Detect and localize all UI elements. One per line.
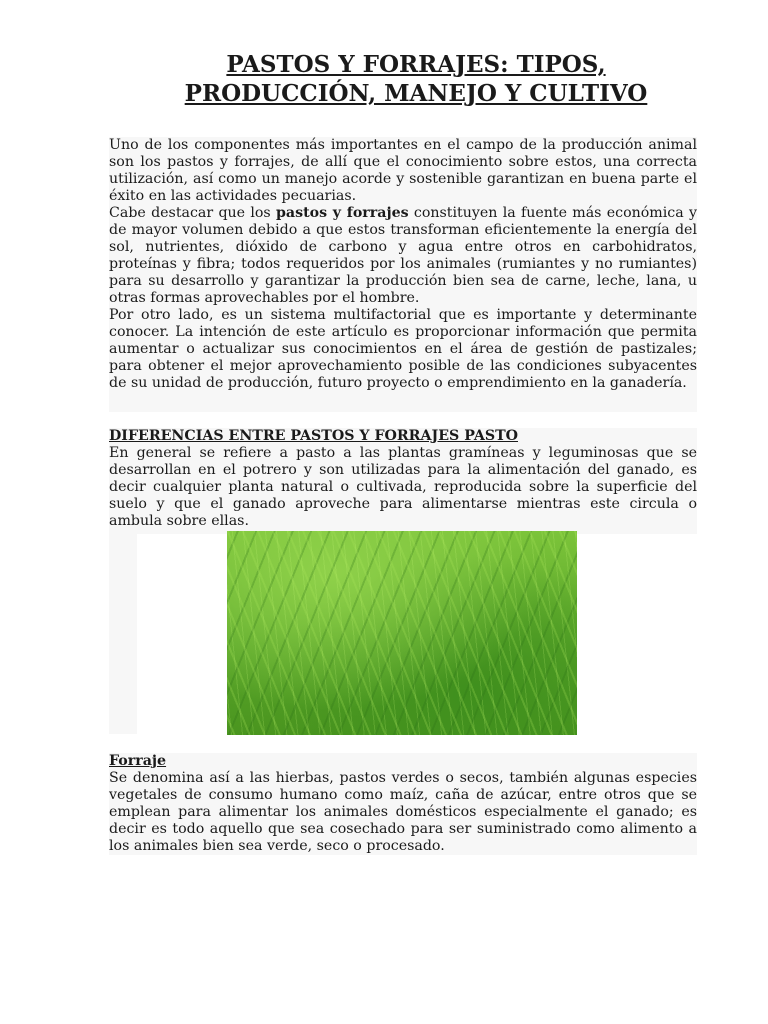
intro-paragraph-2 (109, 205, 697, 307)
forraje-paragraph: Se denomina así a las hierbas, pastos verdes o secos, también algunas especies vegetales de consumo humano como maíz, caña de azúcar, entre otros que se emplean para alimentar los animales domésticos especialmente el ganado; es decir es todo aquello que sea cosechado para ser suministrado como alimento a los animales bien sea verde, seco o procesado. (109, 770, 697, 854)
pasto-heading: DIFERENCIAS ENTRE PASTOS Y FORRAJES PASTO (109, 428, 518, 444)
grass-photo (227, 531, 577, 735)
forraje-heading: Forraje (109, 753, 167, 769)
forraje-section (109, 753, 697, 855)
intro-p2-after: constituyen la fuente más económica y de mayor volumen debido a que estos transforman eficientemente la energía del sol, nutrientes, dióxido de carbono y agua entre otros en carbohidratos, proteínas y fibra; todos requeridos por los animales (rumiantes y no rumiantes) para su desarrollo y garantizar la producción bien sea de carne, leche, lana, u otras formas aprovechables por el hombre. (109, 205, 697, 306)
intro-section (109, 137, 697, 412)
intro-p2-before: Cabe destacar que los (109, 205, 276, 221)
title-line-2: PRODUCCIÓN, MANEJO Y CULTIVO (184, 80, 648, 107)
intro-paragraph-3: Por otro lado, es un sistema multifactorial que es importante y determinante conocer. La intención de este artículo es proporcionar información que permita aumentar o actualizar sus conocimientos en el área de gestión de pastizales; para obtener el mejor aprovechamiento posible de las condiciones subyacentes de su unidad de producción, futuro proyecto o emprendimiento en la ganadería. (109, 307, 697, 391)
pasto-paragraph: En general se refiere a pasto a las plantas gramíneas y leguminosas que se desarrollan en el potrero y son utilizadas para la alimentación del ganado, es decir cualquier planta natural o cultivada, reproducida sobre la superficie del suelo y que el ganado aproveche para alimentarse mientras este circula o ambula sobre ellas. (109, 445, 697, 529)
pasto-section (109, 428, 697, 534)
intro-p2-bold: pastos y forrajes (275, 205, 409, 221)
intro-paragraph-1: Uno de los componentes más importantes en el campo de la producción animal son los pastos y forrajes, de allí que el conocimiento sobre estos, una correcta utilización, así como un manejo acorde y sostenible garantizan en buena parte el éxito en las actividades pecuarias. (109, 137, 697, 204)
document-title (100, 50, 732, 108)
title-line-1: PASTOS Y FORRAJES: TIPOS, (226, 51, 606, 78)
margin-shading (109, 534, 137, 734)
